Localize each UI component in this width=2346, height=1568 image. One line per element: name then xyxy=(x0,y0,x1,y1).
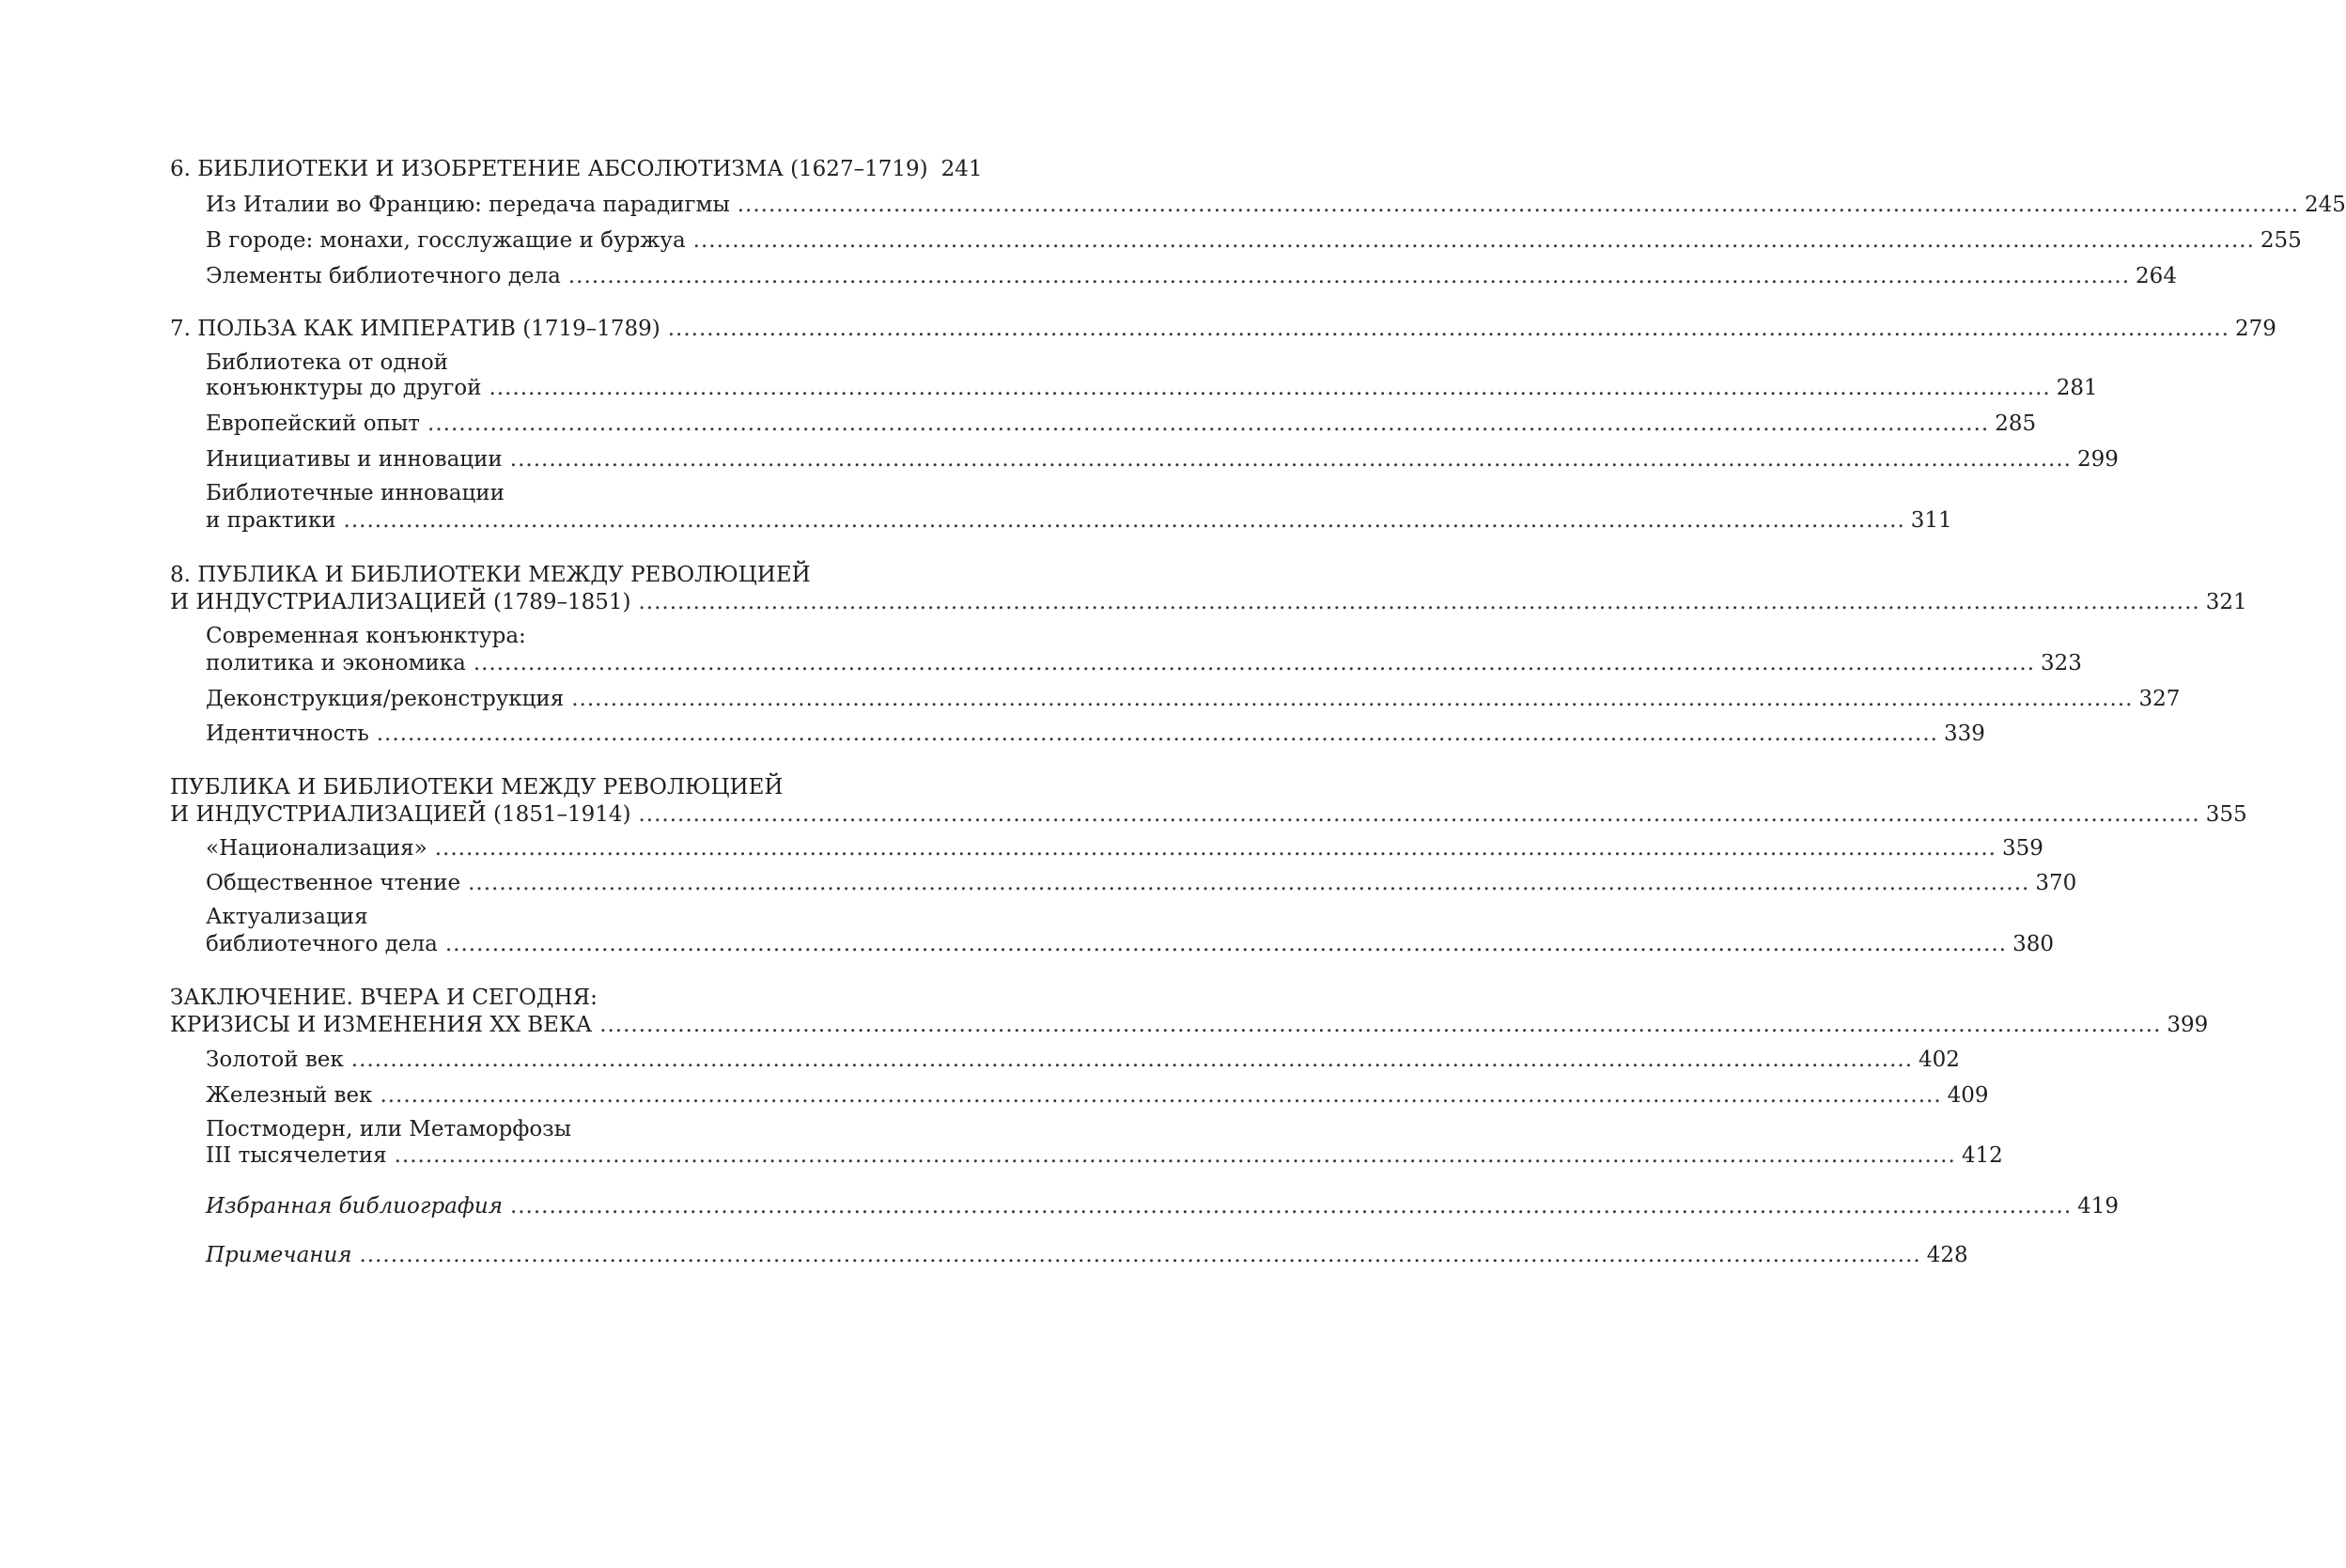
toc-entry-title: В городе: монахи, госслужащие и буржуа xyxy=(206,228,686,253)
toc-section-line xyxy=(206,372,2098,404)
toc-section-line xyxy=(206,928,2054,960)
toc-page-number: 419 xyxy=(2077,1194,2120,1219)
toc-chapter-line xyxy=(170,313,2276,345)
toc-section-line xyxy=(206,443,2119,475)
dot-leader: ........................................................................................................................................................................................................ xyxy=(434,836,1996,861)
toc-entry-title: Избранная библиография xyxy=(206,1194,503,1219)
toc-entry-title: Библиотека от одной xyxy=(206,350,448,375)
toc-entry-title: Золотой век xyxy=(206,1048,344,1072)
dot-leader: ........................................................................................................................................................................................................ xyxy=(509,447,2072,472)
toc-page-number: 412 xyxy=(1961,1143,2003,1168)
toc-chapter-line xyxy=(170,153,983,185)
toc-section-line xyxy=(206,867,2077,899)
toc-page-number: 241 xyxy=(940,157,983,181)
toc-entry-title: Идентичность xyxy=(206,722,369,746)
toc-page-number: 255 xyxy=(2260,228,2302,253)
dot-leader: ........................................................................................................................................................................................................ xyxy=(376,722,1938,746)
toc-page-number: 359 xyxy=(2001,836,2043,861)
toc-entry-title: Инициативы и инновации xyxy=(206,447,503,472)
toc-page-number: 285 xyxy=(1995,411,2037,436)
toc-page-number: 327 xyxy=(2138,687,2181,711)
toc-entry-title: Постмодерн, или Метаморфозы xyxy=(206,1117,572,1141)
dot-leader: ........................................................................................................................................................................................................ xyxy=(343,508,1905,533)
toc-page-number: 402 xyxy=(1919,1048,1960,1072)
dot-leader: ........................................................................................................................................................................................................ xyxy=(359,1243,1921,1267)
toc-entry-title: политика и экономика xyxy=(206,651,466,675)
toc-chapter-line xyxy=(170,586,2247,618)
toc-page-number: 321 xyxy=(2205,590,2247,614)
toc-entry-title: и практики xyxy=(206,508,336,533)
toc-entry-title: III тысячелетия xyxy=(206,1143,387,1168)
toc-page-number: 279 xyxy=(2234,317,2276,341)
toc-entry-title: Элементы библиотечного дела xyxy=(206,264,561,288)
toc-section-line xyxy=(206,832,2043,864)
toc-section-line xyxy=(206,408,2037,440)
toc-entry-title: ЗАКЛЮЧЕНИЕ. ВЧЕРА И СЕГОДНЯ: xyxy=(170,986,598,1010)
toc-entry-title: Актуализация xyxy=(206,905,368,929)
dot-leader: ........................................................................................................................................................................................................ xyxy=(737,193,2299,217)
dot-leader: ........................................................................................................................................................................................................ xyxy=(692,228,2255,253)
toc-page-number: 299 xyxy=(2076,447,2119,472)
toc-page-number: 281 xyxy=(2056,376,2098,400)
toc-entry-title: «Национализация» xyxy=(206,836,427,861)
toc-entry-title: Примечания xyxy=(206,1243,352,1267)
dot-leader: ........................................................................................................................................................................................................ xyxy=(667,317,2229,341)
toc-page-number: 355 xyxy=(2205,802,2247,827)
toc-section-line xyxy=(206,189,2346,221)
toc-section-line xyxy=(206,718,1985,750)
dot-leader: ........................................................................................................................................................................................................ xyxy=(638,590,2200,614)
toc-entry-title: Общественное чтение xyxy=(206,871,461,895)
toc-entry-title: И ИНДУСТРИАЛИЗАЦИЕЙ (1789–1851) xyxy=(170,590,631,614)
toc-section-line xyxy=(206,1079,1989,1111)
toc-section-line xyxy=(206,1190,2120,1222)
toc-chapter-line xyxy=(170,799,2247,831)
toc-entry-title: Деконструкция/реконструкция xyxy=(206,687,565,711)
toc-page-number: 409 xyxy=(1947,1083,1989,1108)
dot-leader: ........................................................................................................................................................................................................ xyxy=(571,687,2134,711)
toc-section-line xyxy=(206,1044,1960,1076)
toc-entry-title: 8. ПУБЛИКА И БИБЛИОТЕКИ МЕЖДУ РЕВОЛЮЦИЕЙ xyxy=(170,563,811,587)
toc-page-number: 245 xyxy=(2304,193,2346,217)
dot-leader: ........................................................................................................................................................................................................ xyxy=(350,1048,1914,1072)
toc-section-line xyxy=(206,225,2302,256)
dot-leader: ........................................................................................................................................................................................................ xyxy=(427,411,1990,436)
dot-leader: ........................................................................................................................................................................................................ xyxy=(638,802,2200,827)
toc-page-number: 311 xyxy=(1910,508,1952,533)
dot-leader: ........................................................................................................................................................................................................ xyxy=(473,651,2036,675)
toc-entry-title: Европейский опыт xyxy=(206,411,421,436)
toc-entry-title: Библиотечные инновации xyxy=(206,481,505,505)
toc-chapter-line xyxy=(170,1009,2209,1041)
toc-section-line xyxy=(206,647,2082,679)
dot-leader: ........................................................................................................................................................................................................ xyxy=(599,1013,2162,1037)
toc-entry-title: 7. ПОЛЬЗА КАК ИМПЕРАТИВ (1719–1789) xyxy=(170,317,660,341)
dot-leader: ........................................................................................................................................................................................................ xyxy=(567,264,2131,288)
toc-page-number: 339 xyxy=(1943,722,1985,746)
dot-leader: ........................................................................................................................................................................................................ xyxy=(394,1143,1956,1168)
toc-page-number: 370 xyxy=(2035,871,2077,895)
toc-section-line xyxy=(206,505,1952,536)
toc-entry-title: 6. БИБЛИОТЕКИ И ИЗОБРЕТЕНИЕ АБСОЛЮТИЗМА (1627–1719) xyxy=(170,157,928,181)
dot-leader: ........................................................................................................................................................................................................ xyxy=(380,1083,1942,1108)
toc-entry-title: Железный век xyxy=(206,1083,373,1108)
toc-entry-title: И ИНДУСТРИАЛИЗАЦИЕЙ (1851–1914) xyxy=(170,802,631,827)
toc-page-number: 323 xyxy=(2041,651,2082,675)
toc-entry-title: библиотечного дела xyxy=(206,932,438,956)
toc-entry-title: Современная конъюнктура: xyxy=(206,624,526,648)
dot-leader: ........................................................................................................................................................................................................ xyxy=(444,932,2008,956)
toc-page-number: 428 xyxy=(1926,1243,1968,1267)
toc-page-number: 380 xyxy=(2012,932,2054,956)
dot-leader: ........................................................................................................................................................................................................ xyxy=(509,1194,2073,1219)
dot-leader: ........................................................................................................................................................................................................ xyxy=(489,376,2051,400)
toc-entry-title: КРИЗИСЫ И ИЗМЕНЕНИЯ XX ВЕКА xyxy=(170,1013,593,1037)
toc-entry-title: конъюнктуры до другой xyxy=(206,376,482,400)
toc-section-line xyxy=(206,260,2177,292)
toc-section-line xyxy=(206,1140,2003,1172)
toc-page-number: 399 xyxy=(2167,1013,2209,1037)
dot-leader: ........................................................................................................................................................................................................ xyxy=(468,871,2030,895)
toc-section-line xyxy=(206,1239,1968,1271)
toc-entry-title: ПУБЛИКА И БИБЛИОТЕКИ МЕЖДУ РЕВОЛЮЦИЕЙ xyxy=(170,775,784,800)
toc-entry-title: Из Италии во Францию: передача парадигмы xyxy=(206,193,730,217)
toc-section-line xyxy=(206,683,2181,715)
toc-page-number: 264 xyxy=(2136,264,2177,288)
